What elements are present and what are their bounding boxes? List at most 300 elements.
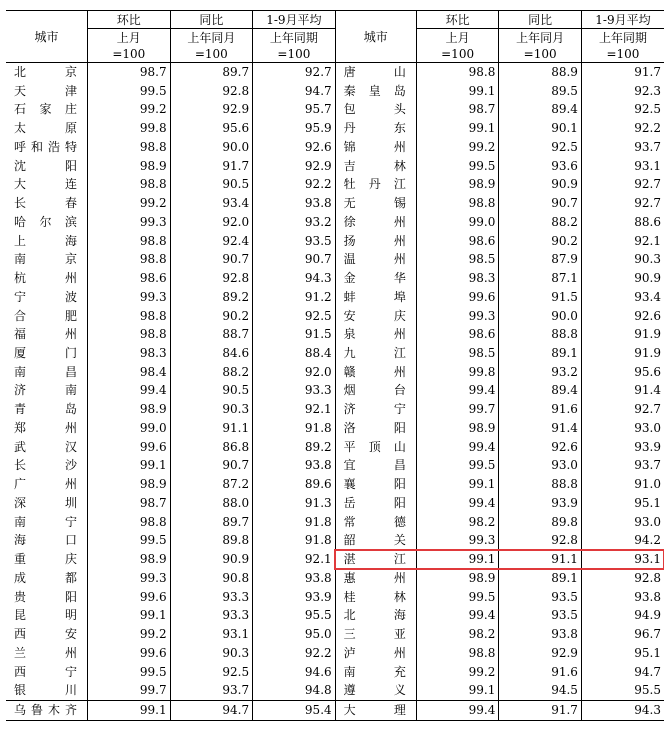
base-avg-left: =100 <box>253 46 336 63</box>
table-row <box>6 175 664 194</box>
right-city-name: 大理 <box>335 700 416 720</box>
left-avg-value: 91.8 <box>253 419 336 438</box>
right-mom-value: 99.1 <box>416 82 499 101</box>
right-mom-value: 98.2 <box>416 513 499 532</box>
right-yoy-value: 88.8 <box>499 475 582 494</box>
left-yoy-value: 90.9 <box>170 550 253 569</box>
right-avg-value: 93.7 <box>634 139 661 154</box>
left-city-name: 福州 <box>6 325 88 344</box>
right-city-name: 九江 <box>335 344 416 363</box>
right-yoy-value: 93.9 <box>499 494 582 513</box>
right-yoy-value: 91.6 <box>499 663 582 682</box>
right-city-name: 宜昌 <box>335 456 416 475</box>
left-yoy-value: 86.8 <box>170 438 253 457</box>
base-yoy-left: =100 <box>170 46 253 63</box>
table-row <box>6 307 664 326</box>
right-avg-value: 92.7 <box>634 402 661 417</box>
left-yoy-value: 90.7 <box>170 250 253 269</box>
left-avg-value: 88.4 <box>253 344 336 363</box>
right-city-name: 泸州 <box>335 644 416 663</box>
right-avg-value: 93.9 <box>634 439 661 454</box>
right-mom-value: 99.4 <box>416 381 499 400</box>
left-avg-value: 92.7 <box>253 63 336 82</box>
right-city-name: 三亚 <box>335 625 416 644</box>
left-avg-value: 89.6 <box>253 475 336 494</box>
right-mom-value: 99.1 <box>416 681 499 700</box>
right-city-name: 牡丹江 <box>335 175 416 194</box>
left-mom-value: 98.9 <box>88 550 171 569</box>
right-mom-value: 98.3 <box>416 269 499 288</box>
left-yoy-value: 92.0 <box>170 213 253 232</box>
left-mom-value: 98.8 <box>88 138 171 157</box>
table-row <box>6 100 664 119</box>
left-city-name: 大连 <box>6 175 88 194</box>
right-yoy-value: 93.0 <box>499 456 582 475</box>
left-avg-value: 95.4 <box>253 700 336 720</box>
right-yoy-value: 91.4 <box>499 419 582 438</box>
table-row <box>6 138 664 157</box>
left-yoy-value: 88.0 <box>170 494 253 513</box>
left-mom-value: 98.8 <box>88 325 171 344</box>
left-mom-value: 99.6 <box>88 644 171 663</box>
right-mom-value: 98.9 <box>416 419 499 438</box>
left-avg-value: 94.7 <box>253 82 336 101</box>
right-yoy-value: 92.8 <box>499 531 582 550</box>
right-avg-value: 91.4 <box>634 383 661 398</box>
left-city-name: 兰州 <box>6 644 88 663</box>
right-avg-value: 93.0 <box>634 420 661 435</box>
left-avg-value: 92.1 <box>253 550 336 569</box>
left-avg-value: 94.3 <box>253 269 336 288</box>
right-avg-value: 93.7 <box>634 458 661 473</box>
right-avg-value: 90.9 <box>634 271 661 286</box>
left-avg-value: 91.8 <box>253 513 336 532</box>
right-yoy-value: 92.9 <box>499 644 582 663</box>
table-row <box>6 531 664 550</box>
right-city-name: 包头 <box>335 100 416 119</box>
right-mom-value: 99.8 <box>416 363 499 382</box>
right-avg-value: 92.3 <box>634 83 661 98</box>
table-row <box>6 363 664 382</box>
left-avg-value: 92.6 <box>253 138 336 157</box>
right-avg-value: 92.7 <box>634 177 661 192</box>
right-yoy-value: 93.5 <box>499 606 582 625</box>
right-mom-value: 98.8 <box>416 63 499 82</box>
left-mom-value: 99.7 <box>88 681 171 700</box>
right-mom-value: 98.6 <box>416 325 499 344</box>
left-mom-value: 98.6 <box>88 269 171 288</box>
left-city-name: 武汉 <box>6 438 88 457</box>
left-yoy-value: 95.6 <box>170 119 253 138</box>
left-city-name: 天津 <box>6 82 88 101</box>
left-mom-value: 99.8 <box>88 119 171 138</box>
left-city-name: 重庆 <box>6 550 88 569</box>
right-yoy-value: 93.8 <box>499 625 582 644</box>
right-mom-value: 99.7 <box>416 400 499 419</box>
left-avg-value: 92.2 <box>253 644 336 663</box>
table-row <box>6 513 664 532</box>
table-body <box>6 63 664 721</box>
right-yoy-value: 93.2 <box>499 363 582 382</box>
base-avg-right: =100 <box>581 46 664 63</box>
left-city-name: 厦门 <box>6 344 88 363</box>
right-mom-value: 98.9 <box>416 569 499 588</box>
right-avg-value: 93.1 <box>634 552 661 567</box>
left-avg-value: 91.8 <box>253 531 336 550</box>
right-yoy-value: 93.6 <box>499 157 582 176</box>
left-city-name: 长春 <box>6 194 88 213</box>
right-city-name: 韶关 <box>335 531 416 550</box>
left-avg-value: 90.7 <box>253 250 336 269</box>
right-city-name: 唐山 <box>335 63 416 82</box>
right-mom-value: 98.5 <box>416 344 499 363</box>
right-yoy-value: 90.1 <box>499 119 582 138</box>
left-yoy-value: 84.6 <box>170 344 253 363</box>
right-avg-value: 93.8 <box>634 589 661 604</box>
left-yoy-value: 92.4 <box>170 232 253 251</box>
right-city-name: 北海 <box>335 606 416 625</box>
left-avg-value: 92.9 <box>253 157 336 176</box>
left-yoy-value: 90.3 <box>170 644 253 663</box>
left-mom-value: 98.4 <box>88 363 171 382</box>
table-row <box>6 288 664 307</box>
left-yoy-value: 90.5 <box>170 175 253 194</box>
right-city-name: 常德 <box>335 513 416 532</box>
left-mom-value: 99.6 <box>88 438 171 457</box>
left-mom-value: 98.8 <box>88 232 171 251</box>
right-city-name: 温州 <box>335 250 416 269</box>
right-yoy-value: 90.2 <box>499 232 582 251</box>
right-avg-value: 95.1 <box>634 495 661 510</box>
right-avg-value: 93.0 <box>634 514 661 529</box>
left-avg-value: 89.2 <box>253 438 336 457</box>
left-mom-value: 99.1 <box>88 606 171 625</box>
left-yoy-value: 92.5 <box>170 663 253 682</box>
left-avg-value: 93.8 <box>253 569 336 588</box>
right-mom-value: 99.5 <box>416 588 499 607</box>
left-mom-value: 99.3 <box>88 569 171 588</box>
left-avg-value: 92.0 <box>253 363 336 382</box>
left-mom-value: 99.4 <box>88 381 171 400</box>
left-avg-value: 94.6 <box>253 663 336 682</box>
left-city-name: 上海 <box>6 232 88 251</box>
right-mom-value: 99.4 <box>416 606 499 625</box>
left-city-name: 石家庄 <box>6 100 88 119</box>
left-mom-value: 99.2 <box>88 194 171 213</box>
left-city-name: 海口 <box>6 531 88 550</box>
table-row <box>6 494 664 513</box>
right-avg-value: 94.2 <box>634 533 661 548</box>
right-city-name: 赣州 <box>335 363 416 382</box>
left-city-name: 沈阳 <box>6 157 88 176</box>
right-mom-value: 99.3 <box>416 531 499 550</box>
left-avg-value: 95.7 <box>253 100 336 119</box>
right-yoy-value: 89.4 <box>499 100 582 119</box>
right-mom-value: 98.9 <box>416 175 499 194</box>
right-avg-value: 92.1 <box>634 233 661 248</box>
right-avg-value: 94.7 <box>634 664 661 679</box>
table-row <box>6 119 664 138</box>
left-avg-value: 93.8 <box>253 194 336 213</box>
left-yoy-value: 90.3 <box>170 400 253 419</box>
right-mom-value: 99.5 <box>416 157 499 176</box>
table-row <box>6 475 664 494</box>
right-yoy-value: 91.7 <box>499 700 582 720</box>
right-yoy-value: 89.4 <box>499 381 582 400</box>
right-avg-value: 94.9 <box>634 608 661 623</box>
right-city-name: 桂林 <box>335 588 416 607</box>
right-city-name: 南充 <box>335 663 416 682</box>
right-mom-value: 98.5 <box>416 250 499 269</box>
right-mom-value: 99.1 <box>416 475 499 494</box>
left-avg-value: 95.0 <box>253 625 336 644</box>
left-avg-value: 93.3 <box>253 381 336 400</box>
left-city-name: 长沙 <box>6 456 88 475</box>
table-row <box>6 663 664 682</box>
right-yoy-value: 91.1 <box>499 550 582 569</box>
left-city-name: 西宁 <box>6 663 88 682</box>
right-avg-value: 94.3 <box>581 700 664 720</box>
left-avg-value: 93.9 <box>253 588 336 607</box>
right-city-name: 安庆 <box>335 307 416 326</box>
right-avg-value: 92.5 <box>634 102 661 117</box>
right-yoy-value: 91.6 <box>499 400 582 419</box>
table-row <box>6 550 664 569</box>
left-city-name: 郑州 <box>6 419 88 438</box>
right-yoy-value: 88.8 <box>499 325 582 344</box>
right-avg-value: 92.8 <box>634 570 661 585</box>
right-city-name: 烟台 <box>335 381 416 400</box>
left-avg-value: 93.8 <box>253 456 336 475</box>
right-mom-value: 99.4 <box>416 494 499 513</box>
left-yoy-value: 91.1 <box>170 419 253 438</box>
left-yoy-value: 92.9 <box>170 100 253 119</box>
right-avg-value: 92.7 <box>634 196 661 211</box>
right-yoy-value: 90.0 <box>499 307 582 326</box>
left-yoy-value: 93.3 <box>170 588 253 607</box>
sub-avg-right: 上年同期 <box>598 30 647 45</box>
table-row <box>6 82 664 101</box>
left-city-name: 银川 <box>6 681 88 700</box>
avg-header-right: 1-9月平均 <box>581 11 664 29</box>
right-avg-value: 95.6 <box>634 364 661 379</box>
left-yoy-value: 90.7 <box>170 456 253 475</box>
right-city-name: 秦皇岛 <box>335 82 416 101</box>
left-yoy-value: 89.7 <box>170 63 253 82</box>
left-yoy-value: 93.1 <box>170 625 253 644</box>
right-yoy-value: 91.5 <box>499 288 582 307</box>
table-row <box>6 325 664 344</box>
right-yoy-value: 89.8 <box>499 513 582 532</box>
right-mom-value: 98.6 <box>416 232 499 251</box>
left-mom-value: 99.5 <box>88 82 171 101</box>
right-yoy-value: 88.2 <box>499 213 582 232</box>
right-avg-value: 96.7 <box>634 627 661 642</box>
right-mom-value: 99.2 <box>416 138 499 157</box>
left-city-name: 深圳 <box>6 494 88 513</box>
mom-header-left: 环比 <box>88 11 171 29</box>
left-mom-value: 99.1 <box>88 456 171 475</box>
left-city-name: 昆明 <box>6 606 88 625</box>
right-city-name: 泉州 <box>335 325 416 344</box>
left-city-name: 西安 <box>6 625 88 644</box>
right-avg-value: 90.3 <box>634 252 661 267</box>
left-city-name: 济南 <box>6 381 88 400</box>
right-yoy-value: 94.5 <box>499 681 582 700</box>
left-mom-value: 99.2 <box>88 625 171 644</box>
yoy-header-right: 同比 <box>499 11 582 29</box>
right-avg-value: 91.0 <box>634 477 661 492</box>
right-city-name: 锦州 <box>335 138 416 157</box>
left-mom-value: 99.5 <box>88 531 171 550</box>
left-avg-value: 93.5 <box>253 232 336 251</box>
left-avg-value: 92.2 <box>253 175 336 194</box>
left-city-name: 南昌 <box>6 363 88 382</box>
left-yoy-value: 89.2 <box>170 288 253 307</box>
right-mom-value: 99.0 <box>416 213 499 232</box>
left-yoy-value: 90.8 <box>170 569 253 588</box>
right-mom-value: 98.8 <box>416 194 499 213</box>
left-city-name: 贵阳 <box>6 588 88 607</box>
right-mom-value: 99.2 <box>416 663 499 682</box>
table-row <box>6 400 664 419</box>
price-index-table-container <box>6 10 664 721</box>
right-city-name: 扬州 <box>335 232 416 251</box>
mom-header-right: 环比 <box>416 11 499 29</box>
table-row <box>6 381 664 400</box>
table-row <box>6 588 664 607</box>
right-yoy-value: 93.5 <box>499 588 582 607</box>
right-mom-value: 99.1 <box>416 550 499 569</box>
left-mom-value: 98.9 <box>88 400 171 419</box>
right-avg-value: 91.7 <box>634 65 661 79</box>
left-city-name: 北京 <box>6 63 88 82</box>
right-avg-value: 92.2 <box>634 121 661 136</box>
left-yoy-value: 93.3 <box>170 606 253 625</box>
base-yoy-right: =100 <box>499 46 582 63</box>
right-city-name: 遵义 <box>335 681 416 700</box>
left-yoy-value: 93.7 <box>170 681 253 700</box>
right-city-name: 洛阳 <box>335 419 416 438</box>
table-row <box>6 625 664 644</box>
left-mom-value: 98.8 <box>88 250 171 269</box>
right-city-name: 吉林 <box>335 157 416 176</box>
left-mom-value: 99.1 <box>88 700 171 720</box>
left-city-name: 广州 <box>6 475 88 494</box>
right-yoy-value: 90.7 <box>499 194 582 213</box>
table-row <box>6 569 664 588</box>
left-avg-value: 91.2 <box>253 288 336 307</box>
right-mom-value: 99.6 <box>416 288 499 307</box>
left-yoy-value: 89.8 <box>170 531 253 550</box>
table-row <box>6 700 664 720</box>
right-yoy-value: 92.6 <box>499 438 582 457</box>
city-header-left: 城市 <box>6 11 88 63</box>
table-row <box>6 232 664 251</box>
table-row <box>6 157 664 176</box>
left-mom-value: 99.5 <box>88 663 171 682</box>
right-mom-value: 99.1 <box>416 119 499 138</box>
right-city-name: 湛江 <box>335 550 416 569</box>
table-row <box>6 194 664 213</box>
left-avg-value: 91.5 <box>253 325 336 344</box>
right-mom-value: 99.4 <box>416 700 499 720</box>
left-city-name: 乌鲁木齐 <box>6 700 88 720</box>
left-mom-value: 99.3 <box>88 213 171 232</box>
left-yoy-value: 93.4 <box>170 194 253 213</box>
left-yoy-value: 92.8 <box>170 269 253 288</box>
left-mom-value: 99.6 <box>88 588 171 607</box>
city-header-right: 城市 <box>335 11 416 63</box>
table-row <box>6 681 664 700</box>
right-avg-value: 95.5 <box>634 683 661 698</box>
left-avg-value: 93.2 <box>253 213 336 232</box>
left-city-name: 宁波 <box>6 288 88 307</box>
right-avg-value: 92.6 <box>634 308 661 323</box>
right-city-name: 无锡 <box>335 194 416 213</box>
left-mom-value: 98.7 <box>88 63 171 82</box>
left-city-name: 哈尔滨 <box>6 213 88 232</box>
left-city-name: 青岛 <box>6 400 88 419</box>
right-yoy-value: 88.9 <box>499 63 582 82</box>
left-avg-value: 94.8 <box>253 681 336 700</box>
left-mom-value: 98.8 <box>88 307 171 326</box>
left-yoy-value: 94.7 <box>170 700 253 720</box>
right-avg-value: 93.1 <box>634 158 661 173</box>
left-city-name: 南京 <box>6 250 88 269</box>
base-mom-left: =100 <box>88 46 171 63</box>
left-mom-value: 98.8 <box>88 513 171 532</box>
table-row <box>6 213 664 232</box>
right-yoy-value: 87.9 <box>499 250 582 269</box>
left-yoy-value: 90.2 <box>170 307 253 326</box>
left-mom-value: 99.3 <box>88 288 171 307</box>
right-avg-value: 95.1 <box>634 645 661 660</box>
left-yoy-value: 90.5 <box>170 381 253 400</box>
table-row <box>6 250 664 269</box>
left-city-name: 成都 <box>6 569 88 588</box>
table-row <box>6 438 664 457</box>
left-avg-value: 91.3 <box>253 494 336 513</box>
right-city-name: 金华 <box>335 269 416 288</box>
right-mom-value: 98.2 <box>416 625 499 644</box>
left-avg-value: 95.5 <box>253 606 336 625</box>
sub-yoy-right: 上年同月 <box>499 29 582 47</box>
table-row <box>6 606 664 625</box>
left-mom-value: 99.0 <box>88 419 171 438</box>
left-yoy-value: 88.2 <box>170 363 253 382</box>
sub-avg-left: 上年同期 <box>253 29 336 47</box>
right-mom-value: 99.4 <box>416 438 499 457</box>
sub-mom-left: 上月 <box>88 29 171 47</box>
right-avg-value: 91.9 <box>634 346 661 361</box>
right-city-name: 丹东 <box>335 119 416 138</box>
right-city-name: 徐州 <box>335 213 416 232</box>
left-yoy-value: 89.7 <box>170 513 253 532</box>
table-row <box>6 63 664 82</box>
right-yoy-value: 89.5 <box>499 82 582 101</box>
left-mom-value: 99.2 <box>88 100 171 119</box>
sub-mom-right: 上月 <box>416 29 499 47</box>
left-yoy-value: 90.0 <box>170 138 253 157</box>
left-city-name: 太原 <box>6 119 88 138</box>
left-city-name: 合肥 <box>6 307 88 326</box>
yoy-header-left: 同比 <box>170 11 253 29</box>
left-mom-value: 98.8 <box>88 175 171 194</box>
left-mom-value: 98.7 <box>88 494 171 513</box>
right-mom-value: 98.8 <box>416 644 499 663</box>
left-yoy-value: 92.8 <box>170 82 253 101</box>
